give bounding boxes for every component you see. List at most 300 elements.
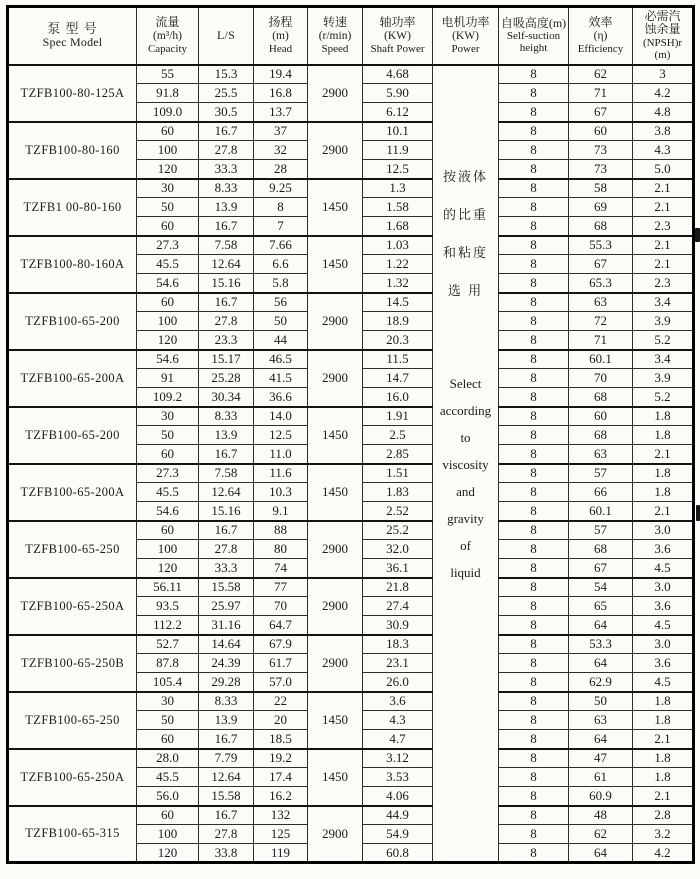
- self-suction-cell: 8: [499, 635, 569, 654]
- efficiency-cell: 60.1: [569, 502, 633, 521]
- self-suction-cell: 8: [499, 160, 569, 179]
- table-row: [8, 122, 694, 141]
- head-cell: 119: [254, 844, 308, 863]
- efficiency-cell: 68: [569, 217, 633, 236]
- self-suction-cell: 8: [499, 787, 569, 806]
- npsh-cell: 2.1: [633, 255, 694, 274]
- efficiency-cell: 47: [569, 749, 633, 768]
- shaft-power-cell: 11.5: [363, 350, 433, 369]
- efficiency-cell: 62: [569, 65, 633, 84]
- col-header-head: 扬程 (m) Head: [254, 7, 308, 65]
- table-row: [8, 350, 694, 369]
- capacity-cell: 120: [137, 160, 199, 179]
- model-cell: TZFB100-65-250B: [8, 635, 137, 692]
- npsh-cell: 1.8: [633, 692, 694, 711]
- efficiency-cell: 53.3: [569, 635, 633, 654]
- shaft-power-cell: 2.5: [363, 426, 433, 445]
- shaft-power-cell: 1.51: [363, 464, 433, 483]
- self-suction-cell: 8: [499, 540, 569, 559]
- self-suction-cell: 8: [499, 749, 569, 768]
- self-suction-cell: 8: [499, 578, 569, 597]
- head-cell: 50: [254, 312, 308, 331]
- shaft-power-cell: 6.12: [363, 103, 433, 122]
- model-cell: TZFB100-65-200A: [8, 464, 137, 521]
- head-cell: 16.2: [254, 787, 308, 806]
- npsh-cell: 1.8: [633, 464, 694, 483]
- shaft-power-cell: 1.58: [363, 198, 433, 217]
- ls-cell: 7.58: [199, 236, 254, 255]
- head-cell: 11.6: [254, 464, 308, 483]
- efficiency-cell: 67: [569, 255, 633, 274]
- capacity-cell: 28.0: [137, 749, 199, 768]
- head-cell: 46.5: [254, 350, 308, 369]
- efficiency-cell: 48: [569, 806, 633, 825]
- capacity-cell: 45.5: [137, 483, 199, 502]
- capacity-cell: 30: [137, 407, 199, 426]
- ls-cell: 8.33: [199, 179, 254, 198]
- efficiency-cell: 65.3: [569, 274, 633, 293]
- efficiency-cell: 61: [569, 768, 633, 787]
- ls-cell: 23.3: [199, 331, 254, 350]
- col-header-self-suction: 自吸高度(m) Self-suction height: [499, 7, 569, 65]
- npsh-cell: 1.8: [633, 749, 694, 768]
- capacity-cell: 91: [137, 369, 199, 388]
- shaft-power-cell: 21.8: [363, 578, 433, 597]
- scan-artifact: [695, 228, 700, 242]
- speed-cell: 1450: [308, 692, 363, 749]
- head-cell: 88: [254, 521, 308, 540]
- speed-cell: 1450: [308, 464, 363, 521]
- shaft-power-cell: 3.12: [363, 749, 433, 768]
- speed-cell: 1450: [308, 749, 363, 806]
- ls-cell: 25.28: [199, 369, 254, 388]
- head-cell: 44: [254, 331, 308, 350]
- capacity-cell: 112.2: [137, 616, 199, 635]
- capacity-cell: 54.6: [137, 274, 199, 293]
- shaft-power-cell: 32.0: [363, 540, 433, 559]
- speed-cell: 2900: [308, 521, 363, 578]
- shaft-power-cell: 23.1: [363, 654, 433, 673]
- efficiency-cell: 60.9: [569, 787, 633, 806]
- efficiency-cell: 68: [569, 426, 633, 445]
- shaft-power-cell: 1.32: [363, 274, 433, 293]
- power-note-line-cn: 的比重: [442, 206, 488, 222]
- ls-cell: 29.28: [199, 673, 254, 692]
- self-suction-cell: 8: [499, 502, 569, 521]
- model-cell: TZFB100-65-200: [8, 293, 137, 350]
- capacity-cell: 120: [137, 559, 199, 578]
- capacity-cell: 45.5: [137, 255, 199, 274]
- capacity-cell: 45.5: [137, 768, 199, 787]
- npsh-cell: 2.8: [633, 806, 694, 825]
- efficiency-cell: 57: [569, 464, 633, 483]
- efficiency-cell: 60.1: [569, 350, 633, 369]
- shaft-power-cell: 16.0: [363, 388, 433, 407]
- head-cell: 67.9: [254, 635, 308, 654]
- shaft-power-cell: 3.53: [363, 768, 433, 787]
- head-cell: 32: [254, 141, 308, 160]
- head-cell: 132: [254, 806, 308, 825]
- head-cell: 28: [254, 160, 308, 179]
- efficiency-cell: 58: [569, 179, 633, 198]
- head-cell: 77: [254, 578, 308, 597]
- scan-artifact: [696, 505, 700, 521]
- head-cell: 36.6: [254, 388, 308, 407]
- power-selection-note: [434, 66, 497, 586]
- capacity-cell: 109.2: [137, 388, 199, 407]
- speed-cell: 1450: [308, 407, 363, 464]
- ls-cell: 15.3: [199, 65, 254, 84]
- shaft-power-cell: 30.9: [363, 616, 433, 635]
- head-cell: 14.0: [254, 407, 308, 426]
- self-suction-cell: 8: [499, 350, 569, 369]
- npsh-cell: 2.3: [633, 274, 694, 293]
- model-cell: TZFB100-65-250A: [8, 749, 137, 806]
- capacity-cell: 120: [137, 844, 199, 863]
- capacity-cell: 27.3: [137, 464, 199, 483]
- head-cell: 57.0: [254, 673, 308, 692]
- efficiency-cell: 60: [569, 122, 633, 141]
- head-cell: 61.7: [254, 654, 308, 673]
- npsh-cell: 5.2: [633, 331, 694, 350]
- self-suction-cell: 8: [499, 597, 569, 616]
- head-cell: 7: [254, 217, 308, 236]
- head-cell: 13.7: [254, 103, 308, 122]
- npsh-cell: 3.4: [633, 350, 694, 369]
- efficiency-cell: 71: [569, 84, 633, 103]
- power-note-line-en: viscosity: [442, 456, 489, 472]
- npsh-cell: 5.2: [633, 388, 694, 407]
- ls-cell: 8.33: [199, 692, 254, 711]
- self-suction-cell: 8: [499, 217, 569, 236]
- efficiency-cell: 62.9: [569, 673, 633, 692]
- ls-cell: 14.64: [199, 635, 254, 654]
- ls-cell: 16.7: [199, 445, 254, 464]
- self-suction-cell: 8: [499, 521, 569, 540]
- efficiency-cell: 63: [569, 711, 633, 730]
- npsh-cell: 3.6: [633, 540, 694, 559]
- speed-cell: 2900: [308, 65, 363, 122]
- self-suction-cell: 8: [499, 559, 569, 578]
- npsh-cell: 2.1: [633, 198, 694, 217]
- power-note-line-en: liquid: [450, 564, 481, 580]
- power-note-line-en: and: [456, 483, 475, 499]
- pump-spec-table: [6, 5, 695, 864]
- efficiency-cell: 63: [569, 293, 633, 312]
- npsh-cell: 1.8: [633, 426, 694, 445]
- npsh-cell: 3.6: [633, 597, 694, 616]
- self-suction-cell: 8: [499, 445, 569, 464]
- efficiency-cell: 62: [569, 825, 633, 844]
- capacity-cell: 100: [137, 312, 199, 331]
- head-cell: 11.0: [254, 445, 308, 464]
- power-note-line-en: Select: [449, 375, 482, 391]
- ls-cell: 30.34: [199, 388, 254, 407]
- table-row: [8, 635, 694, 654]
- head-cell: 19.2: [254, 749, 308, 768]
- npsh-cell: 3.0: [633, 521, 694, 540]
- capacity-cell: 60: [137, 293, 199, 312]
- ls-cell: 27.8: [199, 825, 254, 844]
- efficiency-cell: 68: [569, 388, 633, 407]
- power-note-cell: [433, 65, 499, 863]
- model-cell: TZFB100-65-200A: [8, 350, 137, 407]
- npsh-cell: 3.2: [633, 825, 694, 844]
- npsh-cell: 4.2: [633, 84, 694, 103]
- power-note-line-en: to: [460, 429, 471, 445]
- efficiency-cell: 64: [569, 654, 633, 673]
- capacity-cell: 55: [137, 65, 199, 84]
- head-cell: 17.4: [254, 768, 308, 787]
- efficiency-cell: 64: [569, 844, 633, 863]
- npsh-cell: 3: [633, 65, 694, 84]
- npsh-cell: 4.8: [633, 103, 694, 122]
- self-suction-cell: 8: [499, 407, 569, 426]
- self-suction-cell: 8: [499, 236, 569, 255]
- speed-cell: 2900: [308, 350, 363, 407]
- ls-cell: 27.8: [199, 141, 254, 160]
- table-row: [8, 293, 694, 312]
- npsh-cell: 4.3: [633, 141, 694, 160]
- ls-cell: 15.17: [199, 350, 254, 369]
- efficiency-cell: 69: [569, 198, 633, 217]
- col-header-speed: 转速 (r/min) Speed: [308, 7, 363, 65]
- shaft-power-cell: 44.9: [363, 806, 433, 825]
- model-cell: TZFB100-65-315: [8, 806, 137, 863]
- head-cell: 7.66: [254, 236, 308, 255]
- npsh-cell: 1.8: [633, 407, 694, 426]
- head-cell: 64.7: [254, 616, 308, 635]
- head-cell: 5.8: [254, 274, 308, 293]
- ls-cell: 15.58: [199, 787, 254, 806]
- shaft-power-cell: 3.6: [363, 692, 433, 711]
- table-row: [8, 65, 694, 84]
- capacity-cell: 105.4: [137, 673, 199, 692]
- ls-cell: 16.7: [199, 122, 254, 141]
- capacity-cell: 30: [137, 179, 199, 198]
- npsh-cell: 4.5: [633, 673, 694, 692]
- self-suction-cell: 8: [499, 616, 569, 635]
- self-suction-cell: 8: [499, 768, 569, 787]
- col-header-ls: L/S: [199, 7, 254, 65]
- shaft-power-cell: 60.8: [363, 844, 433, 863]
- efficiency-cell: 67: [569, 103, 633, 122]
- self-suction-cell: 8: [499, 464, 569, 483]
- ls-cell: 24.39: [199, 654, 254, 673]
- table-row: [8, 692, 694, 711]
- ls-cell: 16.7: [199, 217, 254, 236]
- self-suction-cell: 8: [499, 312, 569, 331]
- ls-cell: 16.7: [199, 730, 254, 749]
- ls-cell: 16.7: [199, 521, 254, 540]
- npsh-cell: 1.8: [633, 711, 694, 730]
- efficiency-cell: 65: [569, 597, 633, 616]
- npsh-cell: 2.1: [633, 179, 694, 198]
- efficiency-cell: 57: [569, 521, 633, 540]
- self-suction-cell: 8: [499, 179, 569, 198]
- npsh-cell: 3.6: [633, 654, 694, 673]
- shaft-power-cell: 1.91: [363, 407, 433, 426]
- head-cell: 37: [254, 122, 308, 141]
- table-row: [8, 464, 694, 483]
- speed-cell: 2900: [308, 806, 363, 863]
- ls-cell: 13.9: [199, 711, 254, 730]
- npsh-cell: 2.3: [633, 217, 694, 236]
- npsh-cell: 2.1: [633, 787, 694, 806]
- shaft-power-cell: 54.9: [363, 825, 433, 844]
- table-row: [8, 236, 694, 255]
- head-cell: 70: [254, 597, 308, 616]
- capacity-cell: 50: [137, 711, 199, 730]
- ls-cell: 12.64: [199, 255, 254, 274]
- efficiency-cell: 60: [569, 407, 633, 426]
- npsh-cell: 3.0: [633, 578, 694, 597]
- shaft-power-cell: 36.1: [363, 559, 433, 578]
- shaft-power-cell: 18.9: [363, 312, 433, 331]
- power-note-line-cn: 和粘度: [442, 244, 488, 260]
- col-header-shaft-power: 轴功率 (KW) Shaft Power: [363, 7, 433, 65]
- efficiency-cell: 67: [569, 559, 633, 578]
- efficiency-cell: 50: [569, 692, 633, 711]
- capacity-cell: 56.0: [137, 787, 199, 806]
- head-cell: 56: [254, 293, 308, 312]
- shaft-power-cell: 27.4: [363, 597, 433, 616]
- shaft-power-cell: 14.7: [363, 369, 433, 388]
- ls-cell: 25.97: [199, 597, 254, 616]
- capacity-cell: 56.11: [137, 578, 199, 597]
- self-suction-cell: 8: [499, 711, 569, 730]
- head-cell: 16.8: [254, 84, 308, 103]
- shaft-power-cell: 1.03: [363, 236, 433, 255]
- shaft-power-cell: 10.1: [363, 122, 433, 141]
- self-suction-cell: 8: [499, 844, 569, 863]
- npsh-cell: 1.8: [633, 768, 694, 787]
- head-cell: 18.5: [254, 730, 308, 749]
- npsh-cell: 3.9: [633, 369, 694, 388]
- capacity-cell: 52.7: [137, 635, 199, 654]
- self-suction-cell: 8: [499, 103, 569, 122]
- self-suction-cell: 8: [499, 274, 569, 293]
- power-note-line-en: according: [439, 402, 492, 418]
- capacity-cell: 100: [137, 540, 199, 559]
- npsh-cell: 2.1: [633, 730, 694, 749]
- shaft-power-cell: 20.3: [363, 331, 433, 350]
- self-suction-cell: 8: [499, 426, 569, 445]
- shaft-power-cell: 26.0: [363, 673, 433, 692]
- model-cell: TZFB100-65-200: [8, 407, 137, 464]
- table-row: [8, 407, 694, 426]
- capacity-cell: 60: [137, 521, 199, 540]
- col-header-model: 泵 型 号 Spec Model: [8, 7, 137, 65]
- shaft-power-cell: 18.3: [363, 635, 433, 654]
- shaft-power-cell: 2.52: [363, 502, 433, 521]
- efficiency-cell: 64: [569, 730, 633, 749]
- efficiency-cell: 54: [569, 578, 633, 597]
- capacity-cell: 50: [137, 426, 199, 445]
- efficiency-cell: 66: [569, 483, 633, 502]
- power-note-line-en: gravity: [447, 510, 484, 526]
- self-suction-cell: 8: [499, 293, 569, 312]
- power-note-line-cn: 按液体: [442, 168, 488, 184]
- capacity-cell: 100: [137, 825, 199, 844]
- shaft-power-cell: 1.3: [363, 179, 433, 198]
- shaft-power-cell: 1.83: [363, 483, 433, 502]
- shaft-power-cell: 4.3: [363, 711, 433, 730]
- self-suction-cell: 8: [499, 84, 569, 103]
- ls-cell: 27.8: [199, 312, 254, 331]
- efficiency-cell: 72: [569, 312, 633, 331]
- table-header: [8, 7, 694, 65]
- table-row: [8, 521, 694, 540]
- self-suction-cell: 8: [499, 806, 569, 825]
- model-cell: TZFB100-65-250A: [8, 578, 137, 635]
- shaft-power-cell: 4.68: [363, 65, 433, 84]
- ls-cell: 12.64: [199, 483, 254, 502]
- capacity-cell: 60: [137, 217, 199, 236]
- capacity-cell: 120: [137, 331, 199, 350]
- capacity-cell: 50: [137, 198, 199, 217]
- efficiency-cell: 73: [569, 160, 633, 179]
- speed-cell: 2900: [308, 578, 363, 635]
- self-suction-cell: 8: [499, 654, 569, 673]
- efficiency-cell: 70: [569, 369, 633, 388]
- efficiency-cell: 55.3: [569, 236, 633, 255]
- table-row: [8, 179, 694, 198]
- capacity-cell: 60: [137, 730, 199, 749]
- col-header-motor-power: 电机功率 (KW) Power: [433, 7, 499, 65]
- head-cell: 20: [254, 711, 308, 730]
- self-suction-cell: 8: [499, 122, 569, 141]
- npsh-cell: 3.4: [633, 293, 694, 312]
- head-cell: 9.1: [254, 502, 308, 521]
- head-cell: 12.5: [254, 426, 308, 445]
- capacity-cell: 54.6: [137, 350, 199, 369]
- npsh-cell: 3.8: [633, 122, 694, 141]
- speed-cell: 1450: [308, 236, 363, 293]
- table-row: [8, 578, 694, 597]
- head-cell: 10.3: [254, 483, 308, 502]
- efficiency-cell: 73: [569, 141, 633, 160]
- ls-cell: 15.16: [199, 274, 254, 293]
- self-suction-cell: 8: [499, 673, 569, 692]
- head-cell: 125: [254, 825, 308, 844]
- shaft-power-cell: 4.06: [363, 787, 433, 806]
- head-cell: 19.4: [254, 65, 308, 84]
- shaft-power-cell: 4.7: [363, 730, 433, 749]
- ls-cell: 7.79: [199, 749, 254, 768]
- model-cell: TZFB100-65-250: [8, 521, 137, 578]
- ls-cell: 8.33: [199, 407, 254, 426]
- efficiency-cell: 63: [569, 445, 633, 464]
- self-suction-cell: 8: [499, 483, 569, 502]
- self-suction-cell: 8: [499, 331, 569, 350]
- ls-cell: 33.8: [199, 844, 254, 863]
- head-cell: 9.25: [254, 179, 308, 198]
- speed-cell: 2900: [308, 293, 363, 350]
- capacity-cell: 30: [137, 692, 199, 711]
- capacity-cell: 93.5: [137, 597, 199, 616]
- npsh-cell: 3.9: [633, 312, 694, 331]
- col-header-capacity: 流量 (m³/h) Capacity: [137, 7, 199, 65]
- npsh-cell: 4.5: [633, 616, 694, 635]
- ls-cell: 15.16: [199, 502, 254, 521]
- capacity-cell: 27.3: [137, 236, 199, 255]
- capacity-cell: 100: [137, 141, 199, 160]
- ls-cell: 25.5: [199, 84, 254, 103]
- shaft-power-cell: 1.68: [363, 217, 433, 236]
- npsh-cell: 2.1: [633, 502, 694, 521]
- ls-cell: 33.3: [199, 559, 254, 578]
